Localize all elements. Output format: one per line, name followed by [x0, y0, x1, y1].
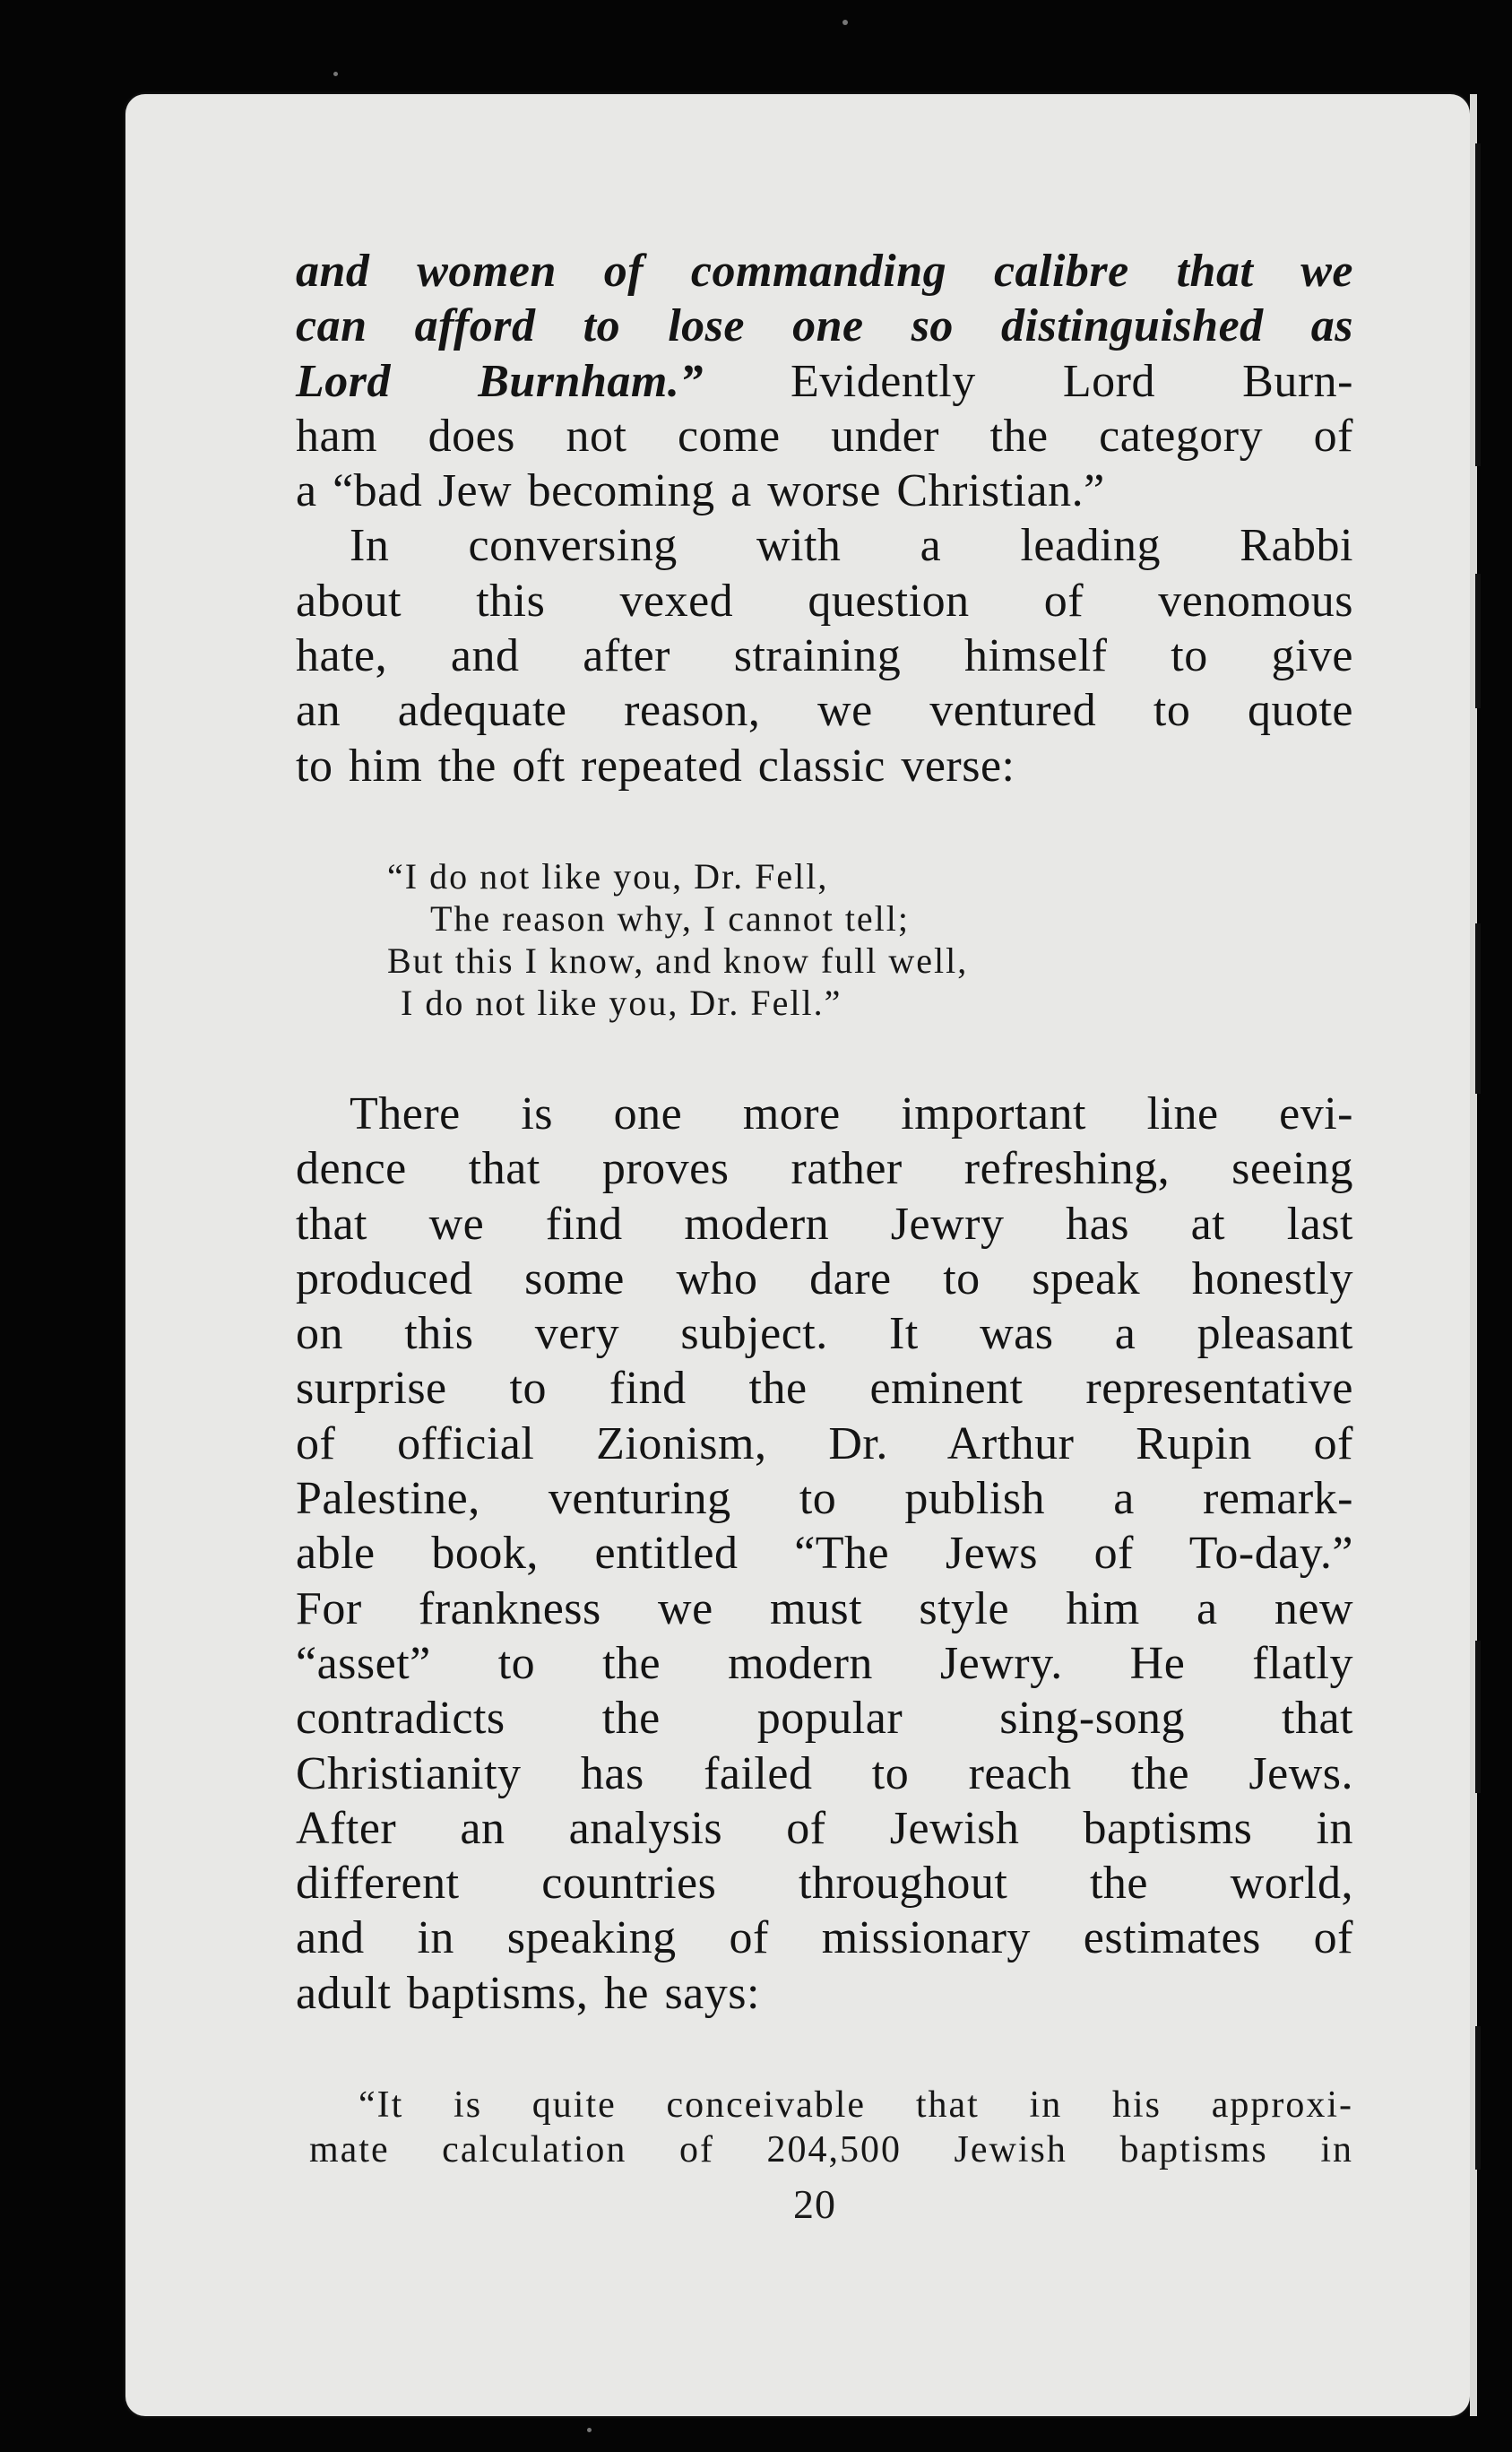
page-edge-shadow [1475, 2026, 1481, 2170]
text-line: produced some who dare to speak honestly [296, 1252, 1353, 1304]
text-line: able book, entitled “The Jews of To-day.” [296, 1528, 1353, 1580]
text-line: to him the oft repeated classic verse: [296, 740, 1015, 792]
text-line: on this very subject. It was a pleasant [296, 1308, 1353, 1360]
page-edge-shadow [1475, 574, 1481, 708]
text-line: After an analysis of Jewish baptisms in [296, 1802, 1353, 1854]
dust-speck [333, 72, 338, 76]
text-line: can afford to lose one so distinguished as [296, 300, 1353, 352]
text-line: Christianity has failed to reach the Jews. [296, 1747, 1353, 1799]
text-line: In conversing with a leading Rabbi [350, 520, 1353, 572]
text-line: that we find modern Jewry has at last [296, 1198, 1353, 1250]
italic-name: Lord Burnham.” [296, 355, 704, 407]
text-line: For frankness we must style him a new [296, 1582, 1353, 1634]
paragraph-rabbi [296, 518, 1353, 793]
text-line [296, 354, 1353, 409]
verse-line: “I do not like you, Dr. Fell, [387, 856, 829, 897]
text-line: about this vexed question of venomous [296, 575, 1353, 627]
quote-line: mate calculation of 204,500 Jewish baptisms in [309, 2129, 1353, 2170]
quote-line: “It is quite conceivable that in his approxi- [359, 2084, 1353, 2126]
page-edge-shadow [1475, 923, 1481, 1094]
text-line: Palestine, venturing to publish a remark- [296, 1473, 1353, 1525]
text-line: “asset” to the modern Jewry. He flatly [296, 1637, 1353, 1689]
text-line: of official Zionism, Dr. Arthur Rupin of [296, 1417, 1353, 1469]
text-line: an adequate reason, we ventured to quote [296, 685, 1353, 737]
text-line: ham does not come under the category of [296, 410, 1353, 462]
page-edge-shadow [1475, 143, 1481, 466]
verse-line: I do not like you, Dr. Fell.” [401, 983, 842, 1023]
text-line: hate, and after straining himself to give [296, 630, 1353, 682]
text-line: adult baptisms, he says: [296, 1967, 760, 2019]
verse-line: The reason why, I cannot tell; [430, 898, 911, 939]
text-line: and women of commanding calibre that we [296, 246, 1353, 297]
text-line: There is one more important line evi- [350, 1088, 1353, 1139]
paragraph-continuation [296, 244, 1353, 518]
text-line: a “bad Jew becoming a worse Christian.” [296, 465, 1105, 517]
text-line: and in speaking of missionary estimates of [296, 1912, 1353, 1964]
text-line: different countries throughout the world, [296, 1858, 1353, 1910]
dust-speck [842, 20, 848, 25]
page-edge-shadow [1475, 1641, 1481, 1793]
page-number: 20 [793, 2181, 836, 2227]
page-text [296, 244, 1353, 793]
text-line: contradicts the popular sing-song that [296, 1693, 1353, 1745]
paragraph-rupin [296, 1087, 1353, 2021]
text-line: dence that proves rather refreshing, seeing [296, 1143, 1353, 1195]
paragraph-body [296, 1087, 1353, 2021]
text-line: surprise to find the eminent representative [296, 1363, 1353, 1415]
text-fragment: Evidently Lord Burn- [703, 355, 1353, 407]
verse-line: But this I know, and know full well, [387, 940, 969, 981]
dust-speck [587, 2428, 592, 2432]
